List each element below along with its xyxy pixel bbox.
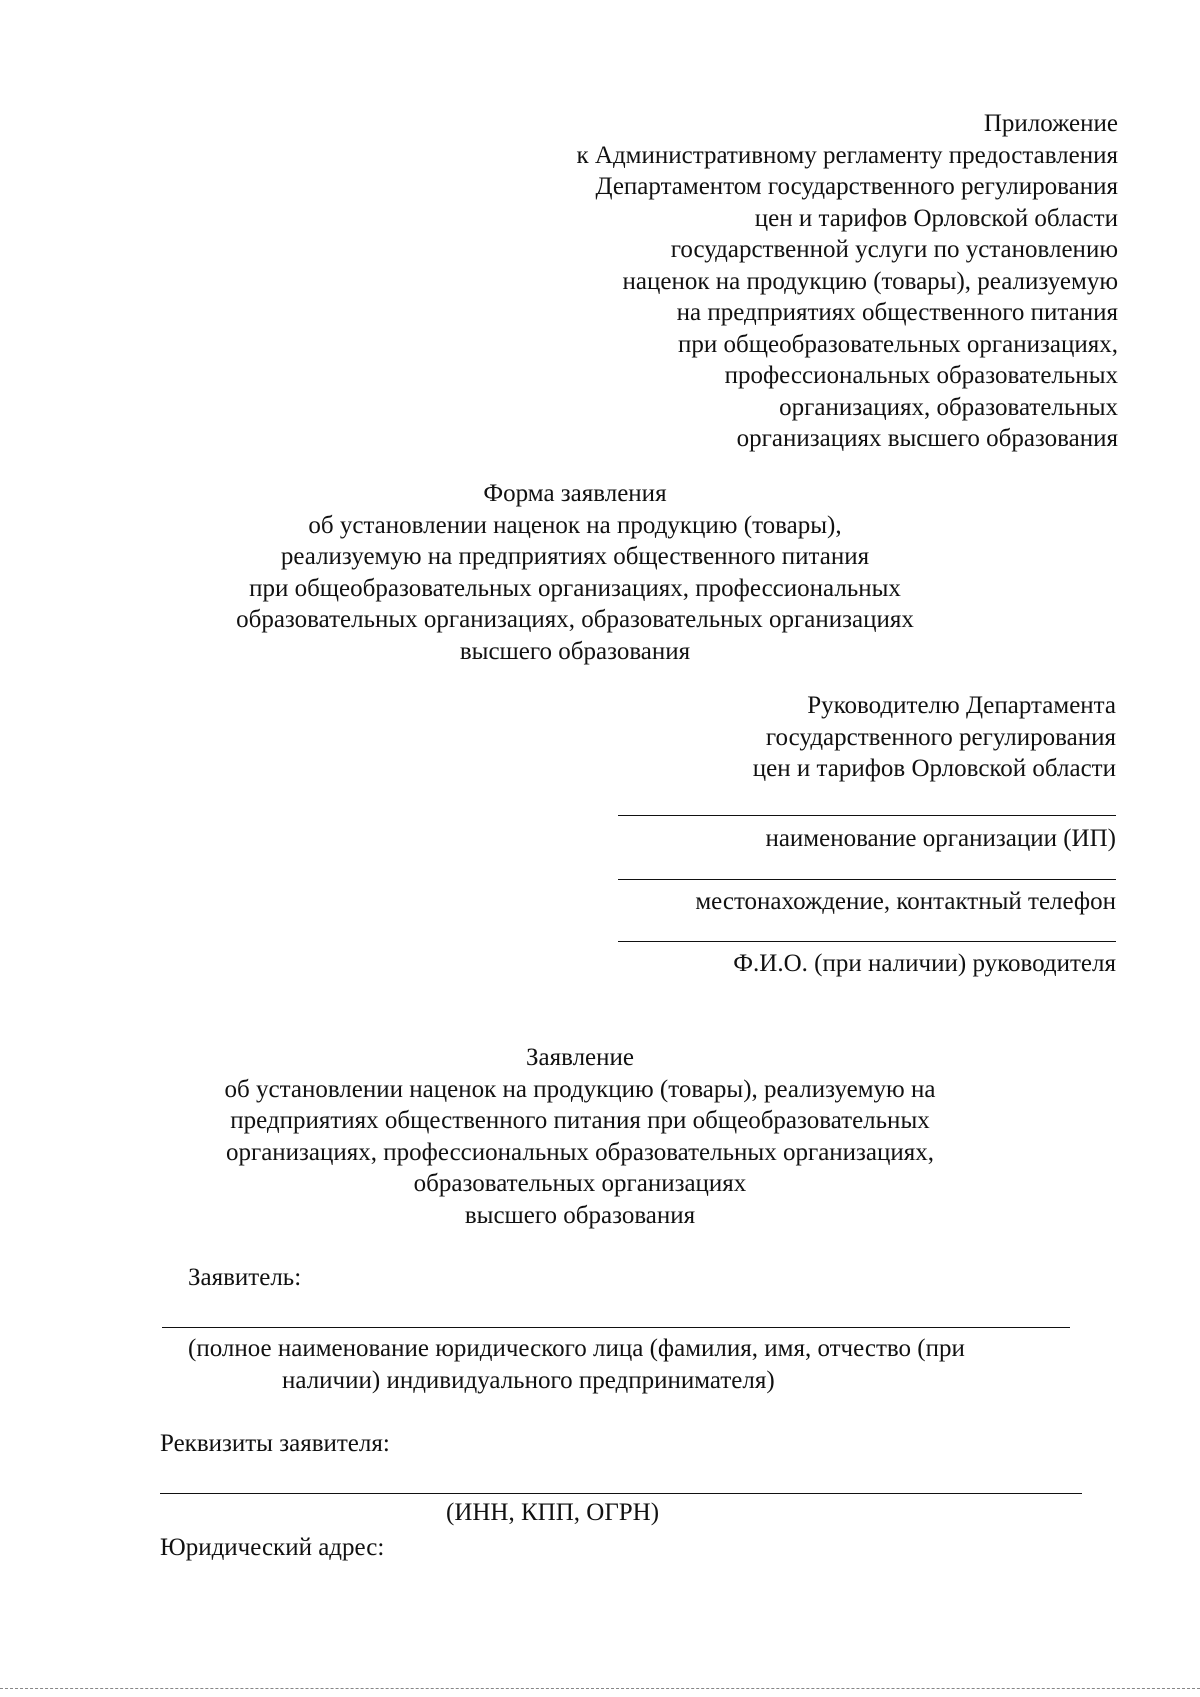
statement-title	[100, 1042, 1060, 1231]
form-title	[120, 478, 1030, 667]
appendix-line: организациях, образовательных	[779, 393, 1118, 421]
applicant-name-line[interactable]	[162, 1327, 1070, 1328]
applicant-label: Заявитель:	[188, 1264, 302, 1291]
requisites-line[interactable]	[160, 1493, 1082, 1494]
appendix-header	[577, 108, 1119, 455]
location-phone-caption: местонахождение, контактный телефон	[695, 888, 1116, 915]
statement-title-line: об установлении наценок на продукцию (товары), реализуемую на	[224, 1075, 936, 1103]
statement-title-line: предприятиях общественного питания при общеобразовательных	[230, 1107, 930, 1134]
form-title-line: реализуемую на предприятиях общественного питания	[280, 543, 870, 570]
legal-address-label: Юридический адрес:	[160, 1534, 385, 1561]
head-name-caption: Ф.И.О. (при наличии) руководителя	[733, 950, 1116, 977]
location-phone-line[interactable]	[618, 879, 1116, 880]
applicant-caption-line2: наличии) индивидуального предпринимателя)	[282, 1367, 775, 1394]
statement-title-line: Заявление	[525, 1044, 635, 1071]
head-name-line[interactable]	[618, 941, 1116, 942]
appendix-line: наценок на продукцию (товары), реализуемую	[622, 267, 1118, 295]
appendix-line: организациях высшего образования	[736, 425, 1118, 452]
form-title-line: Форма заявления	[483, 480, 667, 507]
form-title-line: при общеобразовательных организациях, профессиональных	[249, 574, 901, 602]
appendix-line: к Административному регламенту предоставления	[576, 141, 1118, 169]
appendix-line: Приложение	[983, 110, 1118, 137]
addressee-block	[753, 690, 1116, 785]
requisites-caption: (ИНН, КПП, ОГРН)	[446, 1499, 660, 1526]
appendix-line: государственной услуги по установлению	[670, 236, 1118, 263]
requisites-label: Реквизиты заявителя:	[160, 1430, 390, 1457]
appendix-line: цен и тарифов Орловской области	[754, 204, 1118, 232]
statement-title-line: организациях, профессиональных образовательных организациях,	[225, 1138, 935, 1166]
scan-edge-line	[0, 1688, 1200, 1689]
appendix-line: Департаментом государственного регулирования	[595, 173, 1118, 200]
statement-title-line: высшего образования	[464, 1201, 696, 1229]
appendix-line: профессиональных образовательных	[724, 362, 1118, 389]
appendix-line: при общеобразовательных организациях,	[678, 330, 1118, 358]
organization-name-caption: наименование организации (ИП)	[765, 825, 1116, 852]
addressee-line: Руководителю Департамента	[807, 692, 1116, 719]
organization-name-line[interactable]	[618, 815, 1116, 816]
addressee-line: государственного регулирования	[765, 723, 1116, 751]
addressee-line: цен и тарифов Орловской области	[752, 755, 1116, 782]
applicant-caption-line1: (полное наименование юридического лица (фамилия, имя, отчество (при	[188, 1335, 965, 1362]
appendix-line: на предприятиях общественного питания	[676, 299, 1118, 326]
form-title-line: высшего образования	[459, 637, 691, 665]
statement-title-line: образовательных организациях	[413, 1170, 747, 1197]
form-title-line: об установлении наценок на продукцию (товары),	[308, 511, 842, 539]
form-title-line: образовательных организациях, образовательных организациях	[236, 606, 914, 633]
